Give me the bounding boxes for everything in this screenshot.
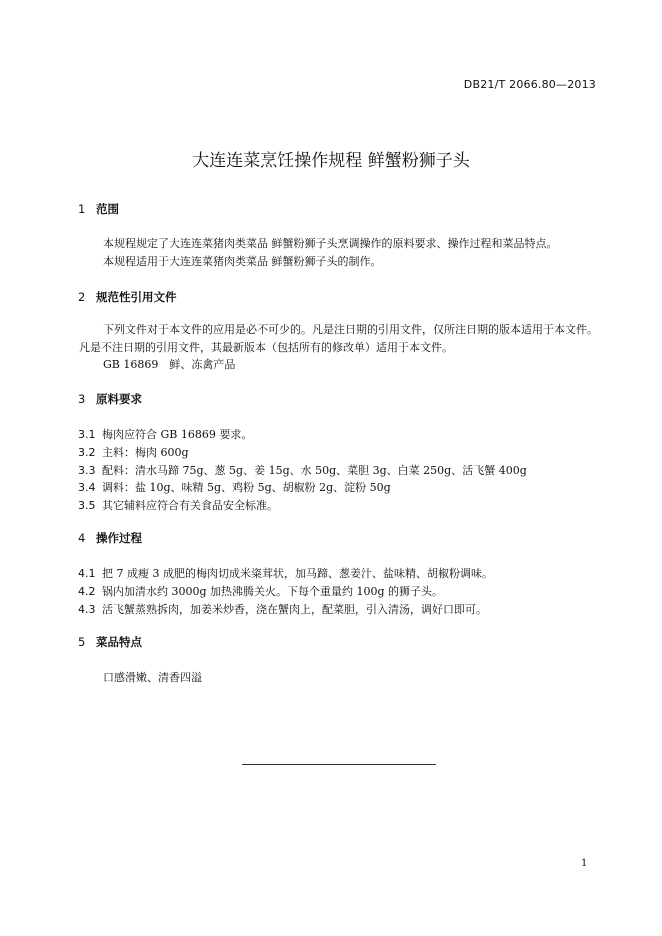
section-heading-characteristics bbox=[78, 634, 142, 650]
clause-text: 梅肉应符合 GB 16869 要求。 bbox=[102, 428, 253, 441]
section-title: 菜品特点 bbox=[96, 635, 142, 649]
section-title: 操作过程 bbox=[96, 531, 142, 545]
clause-number: 3.1 bbox=[78, 428, 96, 441]
clause-number: 3.5 bbox=[78, 499, 96, 512]
section-heading-scope bbox=[78, 201, 119, 217]
end-rule bbox=[242, 764, 436, 765]
clause-item bbox=[78, 583, 443, 599]
page-title: 大连连菜烹饪操作规程 鲜蟹粉狮子头 bbox=[192, 151, 470, 171]
section-heading-process bbox=[78, 530, 142, 546]
clause-number: 4.2 bbox=[78, 585, 96, 598]
clause-item bbox=[78, 565, 493, 581]
section-number: 4 bbox=[78, 531, 86, 545]
page-number: 1 bbox=[581, 858, 588, 869]
section-number: 3 bbox=[78, 392, 86, 406]
paragraph: 口感滑嫩、清香四溢 bbox=[103, 671, 202, 684]
section-heading-normative-references bbox=[78, 289, 177, 305]
section-title: 原料要求 bbox=[96, 392, 142, 406]
clause-item bbox=[78, 462, 527, 478]
section-title: 规范性引用文件 bbox=[96, 290, 177, 304]
clause-text: 其它辅料应符合有关食品安全标准。 bbox=[102, 499, 278, 512]
clause-number: 4.3 bbox=[78, 603, 96, 616]
clause-number: 3.2 bbox=[78, 446, 96, 459]
paragraph: 本规程适用于大连连菜猪肉类菜品 鲜蟹粉狮子头的制作。 bbox=[103, 255, 382, 268]
section-number: 2 bbox=[78, 290, 86, 304]
clause-text: 调料：盐 10g、味精 5g、鸡粉 5g、胡椒粉 2g、淀粉 50g bbox=[102, 481, 391, 494]
clause-text: 活飞蟹蒸熟拆肉，加姜米炒香，浇在蟹肉上，配菜胆，引入清汤，调好口即可。 bbox=[102, 603, 487, 616]
clause-item bbox=[78, 601, 487, 617]
clause-number: 4.1 bbox=[78, 567, 96, 580]
clause-text: 锅内加清水约 3000g 加热沸腾关火。下每个重量约 100g 的狮子头。 bbox=[102, 585, 444, 598]
section-number: 5 bbox=[78, 635, 86, 649]
clause-number: 3.3 bbox=[78, 464, 96, 477]
clause-item bbox=[78, 444, 189, 460]
paragraph: 下列文件对于本文件的应用是必不可少的。凡是注日期的引用文件，仅所注日期的版本适用于本文件。凡是不注日期的引用文件，其最新版本（包括所有的修改单）适用于本文件。 bbox=[79, 323, 598, 354]
clause-text: 主料：梅肉 600g bbox=[102, 446, 189, 459]
clause-item bbox=[78, 479, 391, 495]
reference-entry: GB 16869 鲜、冻禽产品 bbox=[103, 358, 236, 371]
clause-text: 配料：清水马蹄 75g、葱 5g、姜 15g、水 50g、菜胆 3g、白菜 250g、活飞蟹 400g bbox=[102, 464, 527, 477]
clause-item bbox=[78, 426, 252, 442]
section-title: 范围 bbox=[96, 202, 119, 216]
section-number: 1 bbox=[78, 202, 86, 216]
paragraph: 本规程规定了大连连菜猪肉类菜品 鲜蟹粉狮子头烹调操作的原料要求、操作过程和菜品特点。 bbox=[103, 237, 558, 250]
section-heading-raw-materials bbox=[78, 391, 142, 407]
clause-number: 3.4 bbox=[78, 481, 96, 494]
clause-item bbox=[78, 497, 278, 513]
clause-text: 把 7 成瘦 3 成肥的梅肉切成米粢茸状，加马蹄、葱姜汁、盐味精、胡椒粉调味。 bbox=[102, 567, 493, 580]
document-number: DB21/T 2066.80—2013 bbox=[463, 78, 596, 91]
